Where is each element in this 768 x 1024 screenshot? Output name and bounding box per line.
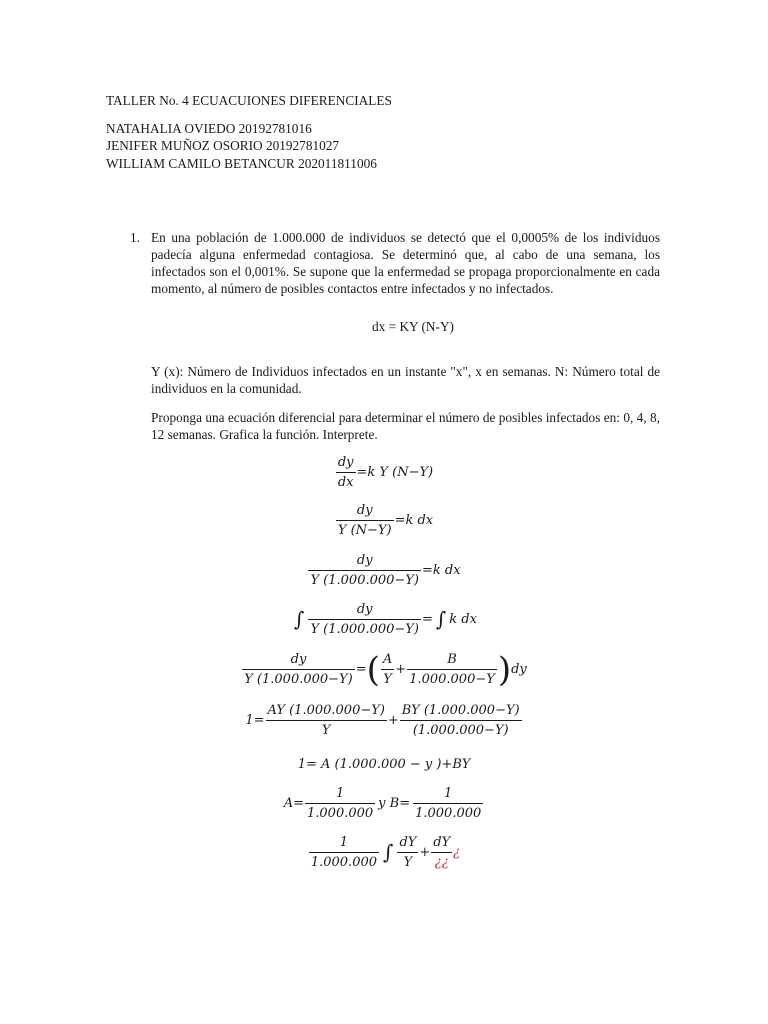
equation-6: 1= $\frac{AY (1.000.000-Y)}{Y}$ + $\frac{BY (1.000.000-Y)}{(1.000.000-Y)}$ (245, 703, 520, 738)
fraction: $\frac{1}{1.000.000}$ (415, 786, 482, 821)
fraction: $\frac{AY (1.000.000-Y)}{Y}$ (267, 703, 385, 738)
equation-9: $\frac{1}{1.000.000}$ ∫ $\frac{dY}{Y}$ + $\frac{dY}{¿¿}$ ¿ (310, 835, 461, 870)
equation-7: 1= A (1.000.000 − y )+BY (297, 757, 471, 772)
fraction: $\frac{1}{1.000.000}$ (307, 786, 374, 821)
task-text: Proponga una ecuación diferencial para determinar el número de posibles infectados en: 0, 4, 8, 12 semanas. Grafica la función. Interprete. (151, 410, 660, 442)
fraction: $\frac{A}{Y}$ (382, 652, 393, 687)
fraction: $\frac{dY}{Y}$ (399, 835, 417, 870)
equation-8: A= $\frac{1}{1.000.000}$ y B= $\frac{1}{1.000.000}$ (283, 786, 482, 821)
fraction: $\frac{dy}{Y (N-Y)}$ (337, 503, 392, 538)
fraction: $\frac{dy}{Y (1.000.000-Y)}$ (310, 602, 419, 637)
integral-sign: ∫ (294, 607, 305, 631)
problem-number: 1. (130, 230, 140, 245)
author-2: JENIFER MUÑOZ OSORIO 20192781027 (106, 138, 340, 153)
variable-definitions: Y (x): Número de Individuos infectados en un instante "x", x en semanas. N: Número total de individuos en la comunidad. (151, 364, 660, 396)
model-equation: dx = KY (N-Y) (372, 319, 454, 334)
equation-3: $\frac{dy}{Y (1.000.000-Y)}$ =k dx (310, 553, 461, 588)
integral-sign: ∫ (383, 840, 394, 864)
fraction: $\frac{1}{1.000.000}$ (310, 835, 378, 870)
equation-2: $\frac{dy}{Y (N-Y)}$ =k dx (337, 503, 434, 538)
fraction: $\frac{B}{1.000.000-Y}$ (409, 652, 495, 687)
fraction: $\frac{BY (1.000.000-Y)}{(1.000.000-Y)}$ (401, 703, 520, 738)
author-3: WILLIAM CAMILO BETANCUR 202011811006 (106, 156, 377, 171)
author-1: NATAHALIA OVIEDO 20192781016 (106, 121, 312, 136)
equation-4: ∫ $\frac{dy}{Y (1.000.000-Y)}$ = ∫ k dx (294, 602, 477, 637)
document-title: TALLER No. 4 ECUACUIONES DIFERENCIALES (106, 93, 392, 108)
fraction: $\frac{dy}{Y (1.000.000-Y)}$ (310, 553, 419, 588)
fraction: $\frac{dy}{dx}$ (337, 455, 354, 490)
fraction: $\frac{dY}{¿¿}$ (433, 835, 451, 870)
equation-5: $\frac{dy}{Y (1.000.000-Y)}$ = ( $\frac{A}{Y}$ + $\frac{B}{1.000.000-Y}$ ) dy (244, 649, 527, 690)
fraction: $\frac{dy}{Y (1.000.000-Y)}$ (244, 652, 353, 687)
problem-statement: En una población de 1.000.000 de individuos se detectó que el 0,0005% de los individuos padecía alguna enfermedad contagiosa. Se determinó que, al cabo de una semana, los infectados son el 0,001%. Se supone que la enfermedad se propaga proporcionalmente en cada momento, al número de posibles contactos entre infectados y no infectados. (151, 230, 660, 296)
integral-sign: ∫ (435, 607, 447, 631)
equation-1: $\frac{dy}{dx}$ =k Y (N−Y) (337, 455, 434, 490)
